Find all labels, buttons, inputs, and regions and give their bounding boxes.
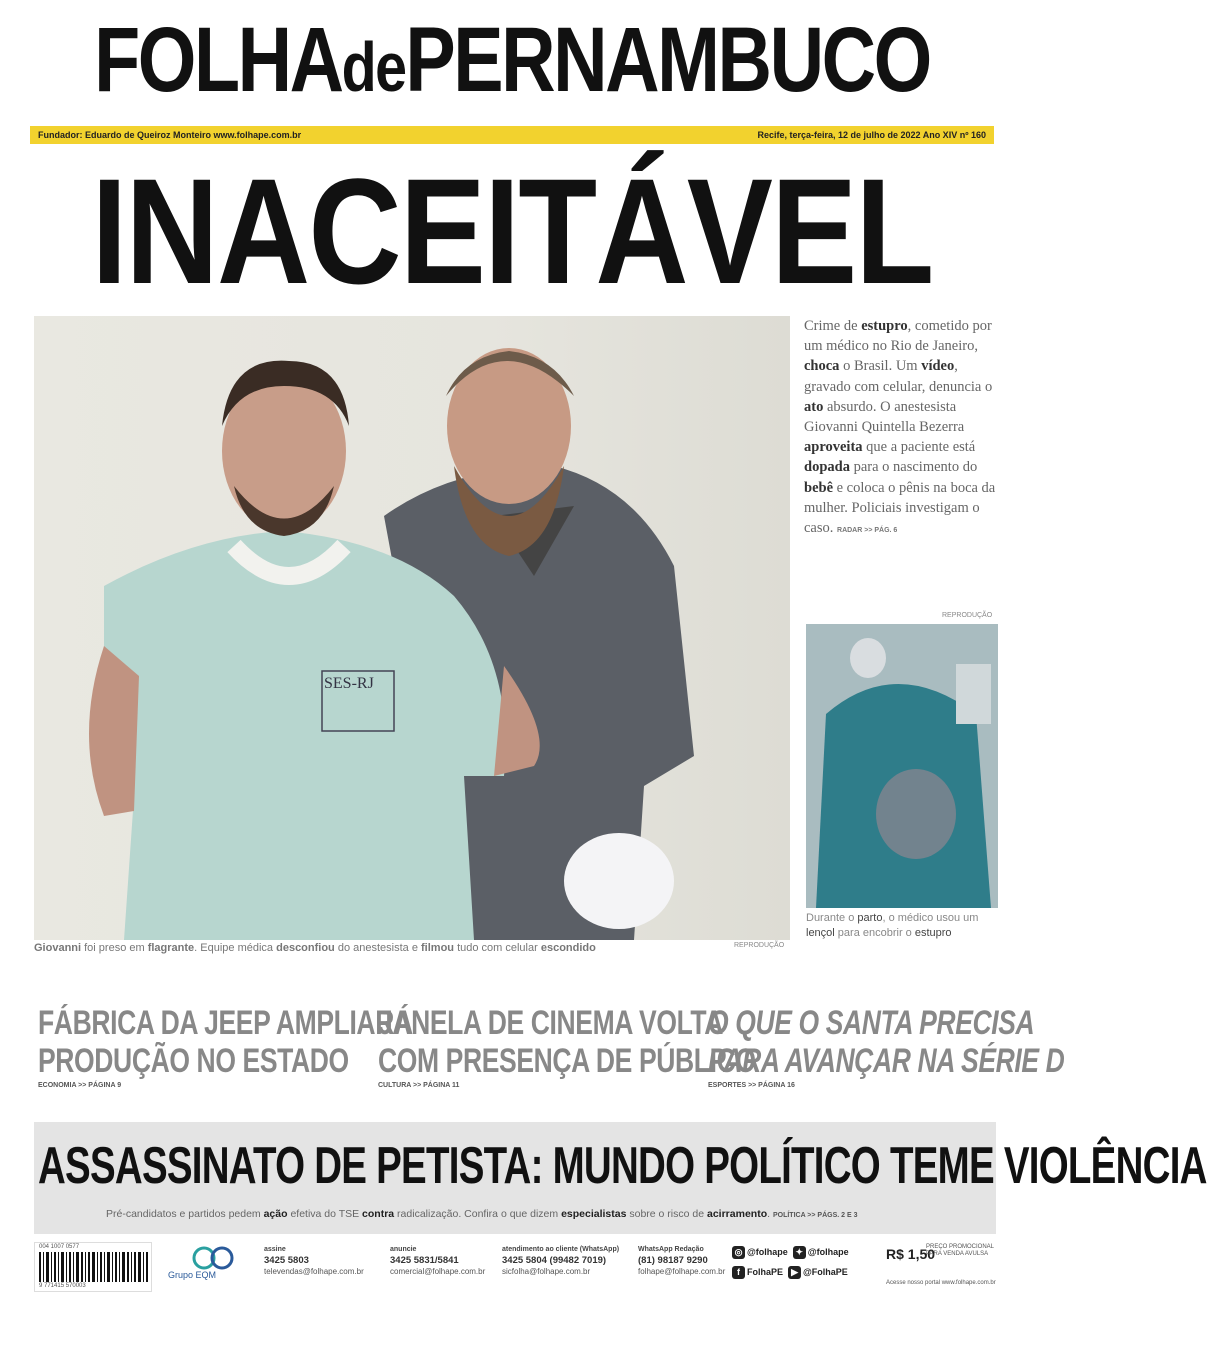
story-page-ref[interactable]: RADAR >> PÁG. 6	[837, 527, 898, 535]
deck-bold: ação	[263, 1208, 288, 1220]
caption-bold-5: escondido	[540, 942, 596, 954]
youtube-handle[interactable]: @FolhaPE	[803, 1267, 848, 1277]
main-photo-caption	[34, 942, 654, 954]
site-note[interactable]: Acesse nosso portal www.folhape.com.br	[886, 1280, 996, 1286]
barcode-bars-icon	[39, 1252, 149, 1282]
footer-email[interactable]: folhape@folhape.com.br	[638, 1267, 726, 1276]
politics-band[interactable]	[34, 1122, 1207, 1234]
info-bar-left: Fundador: Eduardo de Queiroz Monteiro www.folhape.com.br	[38, 130, 302, 140]
caption-text-2: . Equipe médica	[194, 942, 277, 954]
subhead-line: O QUE O SANTA PRECISA	[708, 1004, 1035, 1042]
side-photo	[806, 624, 998, 908]
subhead-line: PARA AVANÇAR NA SÉRIE D	[708, 1042, 1065, 1080]
footer-phone: (81) 98187 9290	[638, 1255, 708, 1266]
story-text: Crime de	[804, 318, 862, 334]
info-bar	[30, 126, 994, 144]
deck-text: .	[767, 1208, 773, 1220]
subhead-section: ESPORTES >> PÁGINA 16	[708, 1082, 795, 1089]
footer-email[interactable]: sicfolha@folhape.com.br	[502, 1267, 591, 1276]
side-caption-text: , o médico usou um	[882, 912, 979, 924]
footer-label: assine	[264, 1246, 286, 1253]
deck-text: radicalização. Confira o que dizem	[394, 1208, 562, 1220]
deck-text: sobre o risco de	[626, 1208, 707, 1220]
masthead	[92, 4, 932, 116]
deck-bold: especialistas	[561, 1208, 627, 1220]
footer-label: WhatsApp Redação	[638, 1246, 704, 1253]
story-bold: estupro	[861, 318, 908, 334]
caption-text-1: foi preso em	[81, 942, 148, 954]
eqm-logo-icon	[184, 1244, 244, 1272]
story-text: , cometido por um médico no Rio de Janeiro,	[804, 318, 992, 355]
subhead-line: PRODUÇÃO NO ESTADO	[38, 1042, 349, 1080]
footer-customer-service	[502, 1244, 619, 1277]
caption-text-3: do anestesista e	[334, 942, 422, 954]
caption-bold-1: Giovanni	[34, 942, 82, 954]
price-note: PREÇO PROMOCIONAL PARA VENDA AVULSA	[926, 1244, 994, 1257]
subhead-santa[interactable]	[708, 1004, 1065, 1100]
masthead-pernambuco: PERNAMBUCO	[405, 9, 930, 111]
logo-text: Grupo EQM	[168, 1270, 217, 1280]
deck-bold: contra	[362, 1208, 395, 1220]
side-photo-caption	[806, 911, 998, 941]
shirt-text: SES-RJ	[324, 675, 374, 692]
subhead-section: CULTURA >> PÁGINA 11	[378, 1082, 460, 1089]
youtube-icon: ▶	[788, 1266, 801, 1279]
twitter-handle[interactable]: @folhape	[807, 1247, 849, 1257]
main-photo-credit: REPRODUÇÃO	[734, 942, 785, 949]
footer-advertise	[390, 1244, 485, 1277]
footer-phone: 3425 5803	[264, 1255, 309, 1266]
info-bar-right: Recife, terça-feira, 12 de julho de 2022 Ano XIV nº 160	[757, 130, 986, 140]
side-photo-credit: REPRODUÇÃO	[942, 612, 993, 619]
caption-bold-2: flagrante	[147, 942, 195, 954]
footer-email[interactable]: comercial@folhape.com.br	[390, 1267, 486, 1276]
instagram-handle[interactable]: @folhape	[747, 1247, 788, 1257]
politics-headline: ASSASSINATO DE PETISTA: MUNDO POLÍTICO TEME VIOLÊNCIA	[38, 1137, 1207, 1195]
subhead-line: COM PRESENÇA DE PÚBLICO	[378, 1042, 756, 1080]
footer-subscribe	[264, 1244, 364, 1277]
main-photo-illustration	[34, 316, 790, 940]
main-photo	[34, 316, 790, 940]
side-caption-text: Durante o	[806, 912, 858, 924]
footer	[34, 1242, 996, 1292]
footer-newsroom	[638, 1244, 725, 1277]
masthead-folha: FOLHA	[94, 9, 342, 111]
grupo-eqm-logo	[164, 1244, 264, 1290]
barcode-bottom-number: 9 771415 570003	[39, 1283, 86, 1289]
politics-deck	[106, 1208, 858, 1220]
story-text: e coloca o pênis na boca da mulher. Policiais investigam o caso.	[804, 479, 996, 537]
deck-bold: acirramento	[707, 1208, 768, 1220]
facebook-icon: f	[732, 1266, 745, 1279]
side-caption-bold: parto	[857, 912, 883, 924]
facebook-handle[interactable]: FolhaPE	[747, 1267, 784, 1277]
story-bold: dopada	[804, 459, 850, 476]
lead-story	[804, 316, 1004, 541]
barcode-top-number: 004 1007 0577	[39, 1244, 80, 1250]
twitter-icon: ✦	[793, 1246, 806, 1259]
story-bold: aproveita	[804, 439, 863, 456]
subhead-line: JANELA DE CINEMA VOLTA	[378, 1004, 724, 1042]
subhead-line: FÁBRICA DA JEEP AMPLIARÁ	[38, 1004, 413, 1042]
main-headline: INACEITÁVEL	[91, 147, 933, 315]
story-text: o Brasil. Um	[839, 358, 922, 375]
footer-email[interactable]: televendas@folhape.com.br	[264, 1267, 364, 1276]
caption-bold-3: desconfiou	[276, 942, 335, 954]
masthead-de: de	[341, 28, 406, 106]
price: R$ 1,50	[886, 1246, 936, 1262]
politics-page-ref: POLÍTICA >> PÁGS. 2 E 3	[772, 1212, 858, 1219]
story-bold: vídeo	[921, 358, 955, 375]
story-bold: bebê	[804, 479, 833, 496]
story-bold: ato	[804, 398, 824, 415]
instagram-icon: ◎	[732, 1246, 745, 1259]
caption-bold-4: filmou	[421, 942, 455, 954]
subhead-jeep[interactable]	[38, 1004, 413, 1100]
story-text: que a paciente está	[862, 439, 976, 456]
side-caption-bold: lençol	[806, 927, 835, 939]
footer-phone: 3425 5831/5841	[390, 1255, 459, 1266]
deck-text: Pré-candidatos e partidos pedem	[106, 1208, 264, 1220]
side-photo-illustration	[806, 624, 998, 908]
footer-phone: 3425 5804 (99482 7019)	[502, 1255, 607, 1266]
story-text: para o nascimento do	[849, 459, 978, 476]
barcode	[34, 1242, 152, 1292]
story-text: , gravado com celular, denuncia o	[804, 358, 993, 395]
story-bold: choca	[804, 358, 840, 375]
caption-text-4: tudo com celular	[454, 942, 541, 954]
side-caption-bold: estupro	[914, 927, 952, 939]
story-text: absurdo. O anestesista Giovanni Quintella Bezerra	[804, 398, 965, 436]
side-caption-text: para encobrir o	[834, 927, 915, 939]
footer-label: anuncie	[390, 1246, 417, 1253]
subhead-section: ECONOMIA >> PÁGINA 9	[38, 1082, 122, 1089]
deck-text: efetiva do TSE	[287, 1208, 363, 1220]
social-links	[732, 1242, 849, 1282]
footer-label: atendimento ao cliente (WhatsApp)	[502, 1246, 620, 1253]
